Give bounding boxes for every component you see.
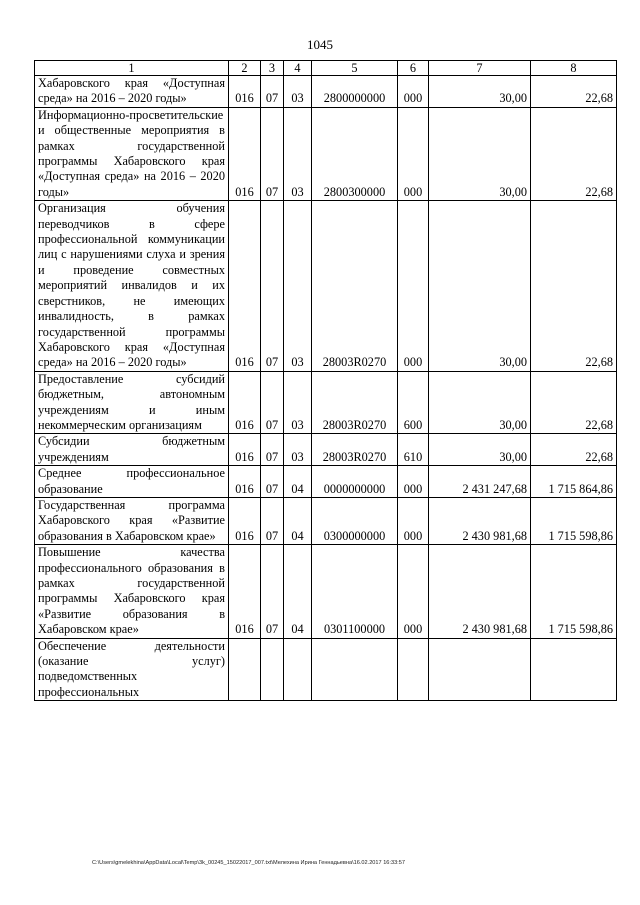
row-amount-plan-cell: 2 430 981,68 (429, 545, 531, 638)
row-code-gr-cell: 016 (229, 76, 261, 108)
row-name-cell: Организация обучения переводчиков в сфере профессиональной коммуникации лиц с нарушениями слуха и зрения и проведение совместных мероприятий инвалидов и их сверстников, не имеющих инвалидность, в рамках государственной программы Хабаровского края «Доступная среда» на 2016 – 2020 годы» (35, 201, 229, 371)
table-row (35, 201, 617, 371)
row-code-vr-cell: 000 (398, 201, 429, 371)
row-code-csr-cell: 28003R0270 (312, 434, 398, 466)
row-code-pr-cell: 03 (284, 434, 312, 466)
row-code-pr-cell: 04 (284, 545, 312, 638)
row-code-pr-cell: 03 (284, 107, 312, 200)
row-code-rz-cell: 07 (261, 545, 284, 638)
row-amount-plan-cell: 2 431 247,68 (429, 466, 531, 498)
col-header-4: 4 (284, 61, 312, 76)
row-amount-fact-cell: 22,68 (531, 371, 617, 434)
row-amount-fact-cell: 1 715 598,86 (531, 497, 617, 544)
row-code-gr-cell: 016 (229, 107, 261, 200)
col-header-1: 1 (35, 61, 229, 76)
row-code-pr-cell: 04 (284, 466, 312, 498)
row-code-csr-cell: 28003R0270 (312, 201, 398, 371)
row-amount-fact-cell: 22,68 (531, 76, 617, 108)
row-code-vr-cell: 000 (398, 76, 429, 108)
row-amount-plan-cell: 30,00 (429, 434, 531, 466)
row-name-cell: Государственная программа Хабаровского края «Развитие образования в Хабаровском крае» (35, 497, 229, 544)
row-code-csr-cell: 2800000000 (312, 76, 398, 108)
row-amount-plan-cell: 30,00 (429, 107, 531, 200)
table-row (35, 76, 617, 108)
table-row (35, 466, 617, 498)
col-header-2: 2 (229, 61, 261, 76)
row-code-gr-cell: 016 (229, 434, 261, 466)
page-number: 1045 (307, 37, 333, 52)
row-code-rz-cell: 07 (261, 107, 284, 200)
row-code-rz-cell: 07 (261, 497, 284, 544)
row-code-rz-cell: 07 (261, 434, 284, 466)
row-code-csr-cell: 0000000000 (312, 466, 398, 498)
row-name-cell: Субсидии бюджетным учреждениям (35, 434, 229, 466)
table-row (35, 638, 617, 701)
row-code-rz-cell: 07 (261, 201, 284, 371)
row-amount-fact-cell: 22,68 (531, 201, 617, 371)
row-code-csr-cell: 0300000000 (312, 497, 398, 544)
row-code-gr-cell: 016 (229, 201, 261, 371)
row-code-gr-cell (229, 638, 261, 701)
row-name-cell: Обеспечение деятельности (оказание услуг) подведомственных профессиональных (35, 638, 229, 701)
row-amount-fact-cell (531, 638, 617, 701)
row-amount-fact-cell: 1 715 864,86 (531, 466, 617, 498)
header-row (35, 61, 617, 76)
row-amount-fact-cell: 1 715 598,86 (531, 545, 617, 638)
row-amount-fact-cell: 22,68 (531, 434, 617, 466)
row-amount-fact-cell: 22,68 (531, 107, 617, 200)
file-path-footer: C:\Users\gmelekhina\AppData\Local\Temp\3k_00245_15022017_007.txt\Мелехина Ирина Геннадьевна\16.02.2017 16:33:57 (92, 860, 405, 866)
row-code-rz-cell (261, 638, 284, 701)
row-code-gr-cell: 016 (229, 545, 261, 638)
table-row (35, 434, 617, 466)
row-name-cell: Информационно-просветительские и общественные мероприятия в рамках государственной программы Хабаровского края «Доступная среда» на 2016 – 2020 годы» (35, 107, 229, 200)
row-code-pr-cell: 03 (284, 371, 312, 434)
row-code-vr-cell: 000 (398, 107, 429, 200)
table-row (35, 497, 617, 544)
table-row (35, 371, 617, 434)
col-header-7: 7 (429, 61, 531, 76)
row-amount-plan-cell: 30,00 (429, 201, 531, 371)
col-header-8: 8 (531, 61, 617, 76)
row-amount-plan-cell (429, 638, 531, 701)
row-name-cell: Хабаровского края «Доступная среда» на 2016 – 2020 годы» (35, 76, 229, 108)
row-amount-plan-cell: 2 430 981,68 (429, 497, 531, 544)
table-row (35, 545, 617, 638)
row-code-vr-cell (398, 638, 429, 701)
row-code-pr-cell: 03 (284, 76, 312, 108)
col-header-6: 6 (398, 61, 429, 76)
budget-table (34, 60, 617, 701)
row-code-csr-cell: 2800300000 (312, 107, 398, 200)
row-code-vr-cell: 600 (398, 371, 429, 434)
table-row (35, 107, 617, 200)
col-header-5: 5 (312, 61, 398, 76)
row-code-vr-cell: 000 (398, 545, 429, 638)
row-code-csr-cell (312, 638, 398, 701)
col-header-3: 3 (261, 61, 284, 76)
row-code-rz-cell: 07 (261, 76, 284, 108)
row-code-vr-cell: 610 (398, 434, 429, 466)
row-code-pr-cell: 04 (284, 497, 312, 544)
row-code-rz-cell: 07 (261, 466, 284, 498)
row-name-cell: Среднее профессиональное образование (35, 466, 229, 498)
row-code-pr-cell (284, 638, 312, 701)
row-amount-plan-cell: 30,00 (429, 371, 531, 434)
row-amount-plan-cell: 30,00 (429, 76, 531, 108)
row-code-pr-cell: 03 (284, 201, 312, 371)
row-name-cell: Повышение качества профессионального образования в рамках государственной программы Хабаровского края «Развитие образования в Хабаровском крае» (35, 545, 229, 638)
row-code-rz-cell: 07 (261, 371, 284, 434)
row-code-gr-cell: 016 (229, 497, 261, 544)
row-code-gr-cell: 016 (229, 371, 261, 434)
row-code-csr-cell: 28003R0270 (312, 371, 398, 434)
row-code-vr-cell: 000 (398, 497, 429, 544)
row-name-cell: Предоставление субсидий бюджетным, автономным учреждениям и иным некоммерческим организациям (35, 371, 229, 434)
row-code-gr-cell: 016 (229, 466, 261, 498)
row-code-csr-cell: 0301100000 (312, 545, 398, 638)
row-code-vr-cell: 000 (398, 466, 429, 498)
